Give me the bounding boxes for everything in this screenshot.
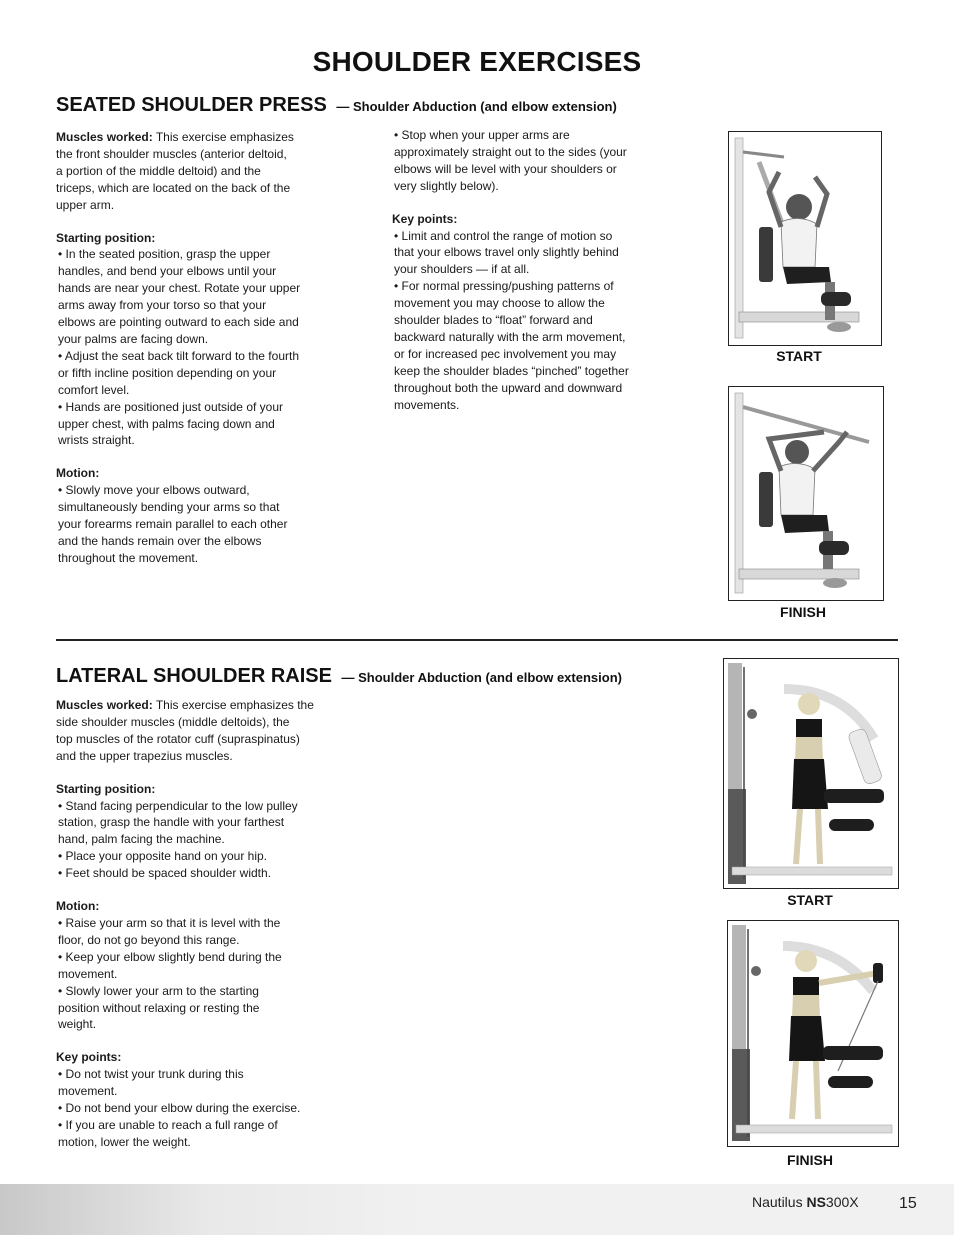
seated-key-bullet: • For normal pressing/pushing patterns of movement you may choose to allow the shoulder blades to “float” forward and backward naturally with the arm movement, or for increased pec involvement you may keep the shoulder blades “pinched” together throughout both the upward and downward movements. [394,279,629,412]
seated-column-middle [392,127,692,414]
page-number: 15 [899,1195,917,1212]
lateral-starting-bullet: • Stand facing perpendicular to the low pulley station, grasp the handle with your farthest hand, palm facing the machine. [58,798,298,847]
seated-start-caption: START [776,348,822,364]
lateral-title: LATERAL SHOULDER RAISE [56,665,332,687]
lateral-muscles-line: side shoulder muscles (middle deltoids), the [56,714,290,729]
page-title: SHOULDER EXERCISES [312,46,642,77]
lateral-motion-bullet: • Keep your elbow slightly bend during the movement. [58,949,282,981]
seated-finish-photo [728,386,884,601]
lateral-section-title [56,665,622,688]
seated-motion-label: Motion: [56,466,100,481]
section-divider [56,639,898,641]
lateral-start-photo [723,658,899,889]
lateral-key-label: Key points: [56,1050,122,1065]
seated-finish-caption: FINISH [780,604,826,620]
footer-brand [752,1194,859,1210]
seated-starting-bullet: • In the seated position, grasp the upper handles, and bend your elbows until your hands are near your chest. Rotate your upper arms away from your torso so that your elbows are pointing outward to each side and your palms are facing down. [58,247,301,346]
footer-brand-prefix: Nautilus [752,1194,807,1210]
seated-muscles-line: a portion of the middle deltoid) and the [56,163,261,178]
lateral-key-bullet: • Do not twist your trunk during this movement. [58,1067,244,1099]
seated-starting-bullet: • Hands are positioned just outside of your upper chest, with palms facing down and wrists straight. [58,399,283,448]
seated-muscles-line: the front shoulder muscles (anterior deltoid, [56,146,287,161]
seated-motion-bullet: • Stop when your upper arms are approximately straight out to the sides (your elbows will be level with your shoulders or very slightly below). [394,128,627,193]
lateral-muscles-line: and the upper trapezius muscles. [56,748,233,763]
seated-key-label: Key points: [392,211,458,226]
lateral-muscles-line: Muscles worked: This exercise emphasizes the [56,698,314,712]
lateral-starting-bullet: • Feet should be spaced shoulder width. [58,866,271,881]
lateral-finish-caption: FINISH [787,1152,833,1168]
footer-brand-ns: NS [806,1194,826,1210]
footer-brand-suffix: 300X [825,1194,859,1210]
lateral-motion-bullet: • Slowly lower your arm to the starting position without relaxing or resting the weight. [58,983,260,1032]
lateral-motion-label: Motion: [56,899,100,914]
lateral-muscles-line: top muscles of the rotator cuff (supraspinatus) [56,731,300,746]
seated-subtitle: — Shoulder Abduction (and elbow extension) [336,99,617,114]
lateral-subtitle: — Shoulder Abduction (and elbow extension) [341,670,622,685]
seated-muscles-label: Muscles worked: [56,130,153,144]
seated-section-title [56,94,617,117]
lateral-muscles-label: Muscles worked: [56,698,153,712]
lateral-finish-photo [727,920,899,1147]
lateral-start-caption: START [787,892,833,908]
lateral-starting-label: Starting position: [56,781,156,796]
lateral-column [56,697,356,1151]
lateral-key-bullet: • Do not bend your elbow during the exercise. [58,1101,301,1116]
lateral-key-bullet: • If you are unable to reach a full range of motion, lower the weight. [58,1117,278,1149]
seated-column-left [56,129,356,567]
seated-key-bullet: • Limit and control the range of motion so that your elbows travel only slightly behind your shoulders — if at all. [394,228,619,277]
seated-muscles-line: upper arm. [56,197,115,212]
seated-start-photo [728,131,882,346]
seated-muscles-line: triceps, which are located on the back of the [56,180,291,195]
lateral-starting-bullet: • Place your opposite hand on your hip. [58,849,268,864]
seated-motion-bullet: • Slowly move your elbows outward, simultaneously bending your arms so that your forearms remain parallel to each other and the hands remain over the elbows throughout the movement. [58,483,288,565]
seated-starting-label: Starting position: [56,230,156,245]
seated-starting-bullet: • Adjust the seat back tilt forward to the fourth or fifth incline position depending on your comfort level. [58,348,299,397]
seated-title: SEATED SHOULDER PRESS [56,94,327,116]
seated-muscles-line: Muscles worked: This exercise emphasizes [56,130,294,144]
lateral-motion-bullet: • Raise your arm so that it is level with the floor, do not go beyond this range. [58,915,281,947]
